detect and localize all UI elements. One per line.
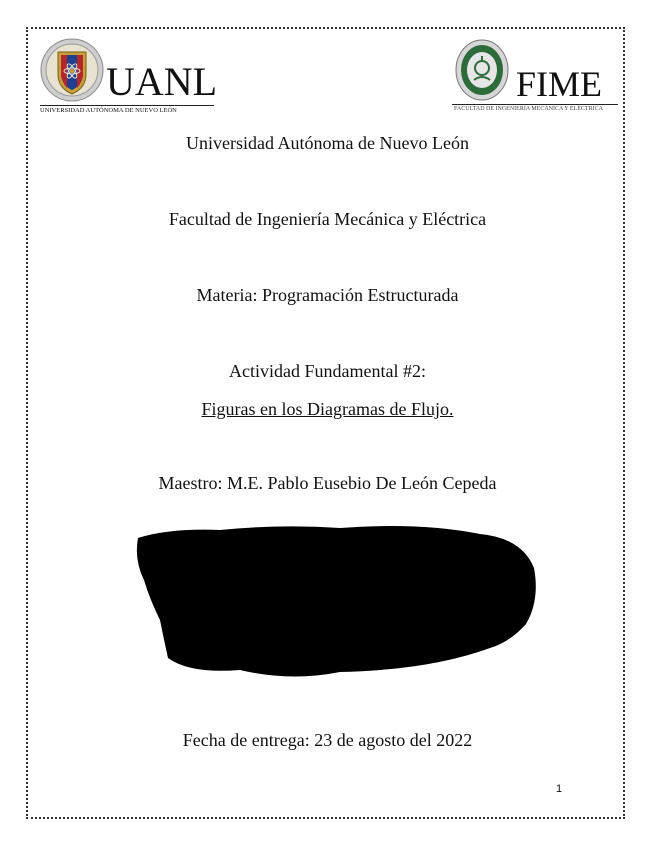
uanl-wordmark: UANL — [106, 59, 218, 104]
due-date: Fecha de entrega: 23 de agosto del 2022 — [182, 730, 473, 750]
uanl-logo — [40, 38, 216, 120]
fime-logo — [452, 38, 622, 120]
uanl-logo-subtitle: UNIVERSIDAD AUTÓNOMA DE NUEVO LEÓN — [40, 107, 177, 114]
faculty-name: Facultad de Ingeniería Mecánica y Eléctrica — [168, 209, 487, 229]
fime-wordmark: FIME — [516, 64, 603, 104]
uanl-shield-icon — [40, 38, 104, 102]
activity-label: Actividad Fundamental #2: — [229, 361, 426, 381]
uanl-logo-rule — [40, 105, 214, 106]
teacher-line: Maestro: M.E. Pablo Eusebio De León Cepeda — [158, 473, 497, 493]
fime-logo-subtitle: FACULTAD DE INGENIERÍA MECÁNICA Y ELÉCTRICA — [454, 106, 603, 112]
university-name: Universidad Autónoma de Nuevo León — [186, 133, 469, 153]
page-number: 1 — [556, 783, 563, 795]
activity-title: Figuras en los Diagramas de Flujo. — [201, 399, 454, 419]
redaction-blob — [130, 520, 540, 685]
activity-title-row — [0, 398, 655, 420]
fime-seal-icon — [454, 38, 510, 102]
subject-line: Materia: Programación Estructurada — [196, 285, 459, 305]
